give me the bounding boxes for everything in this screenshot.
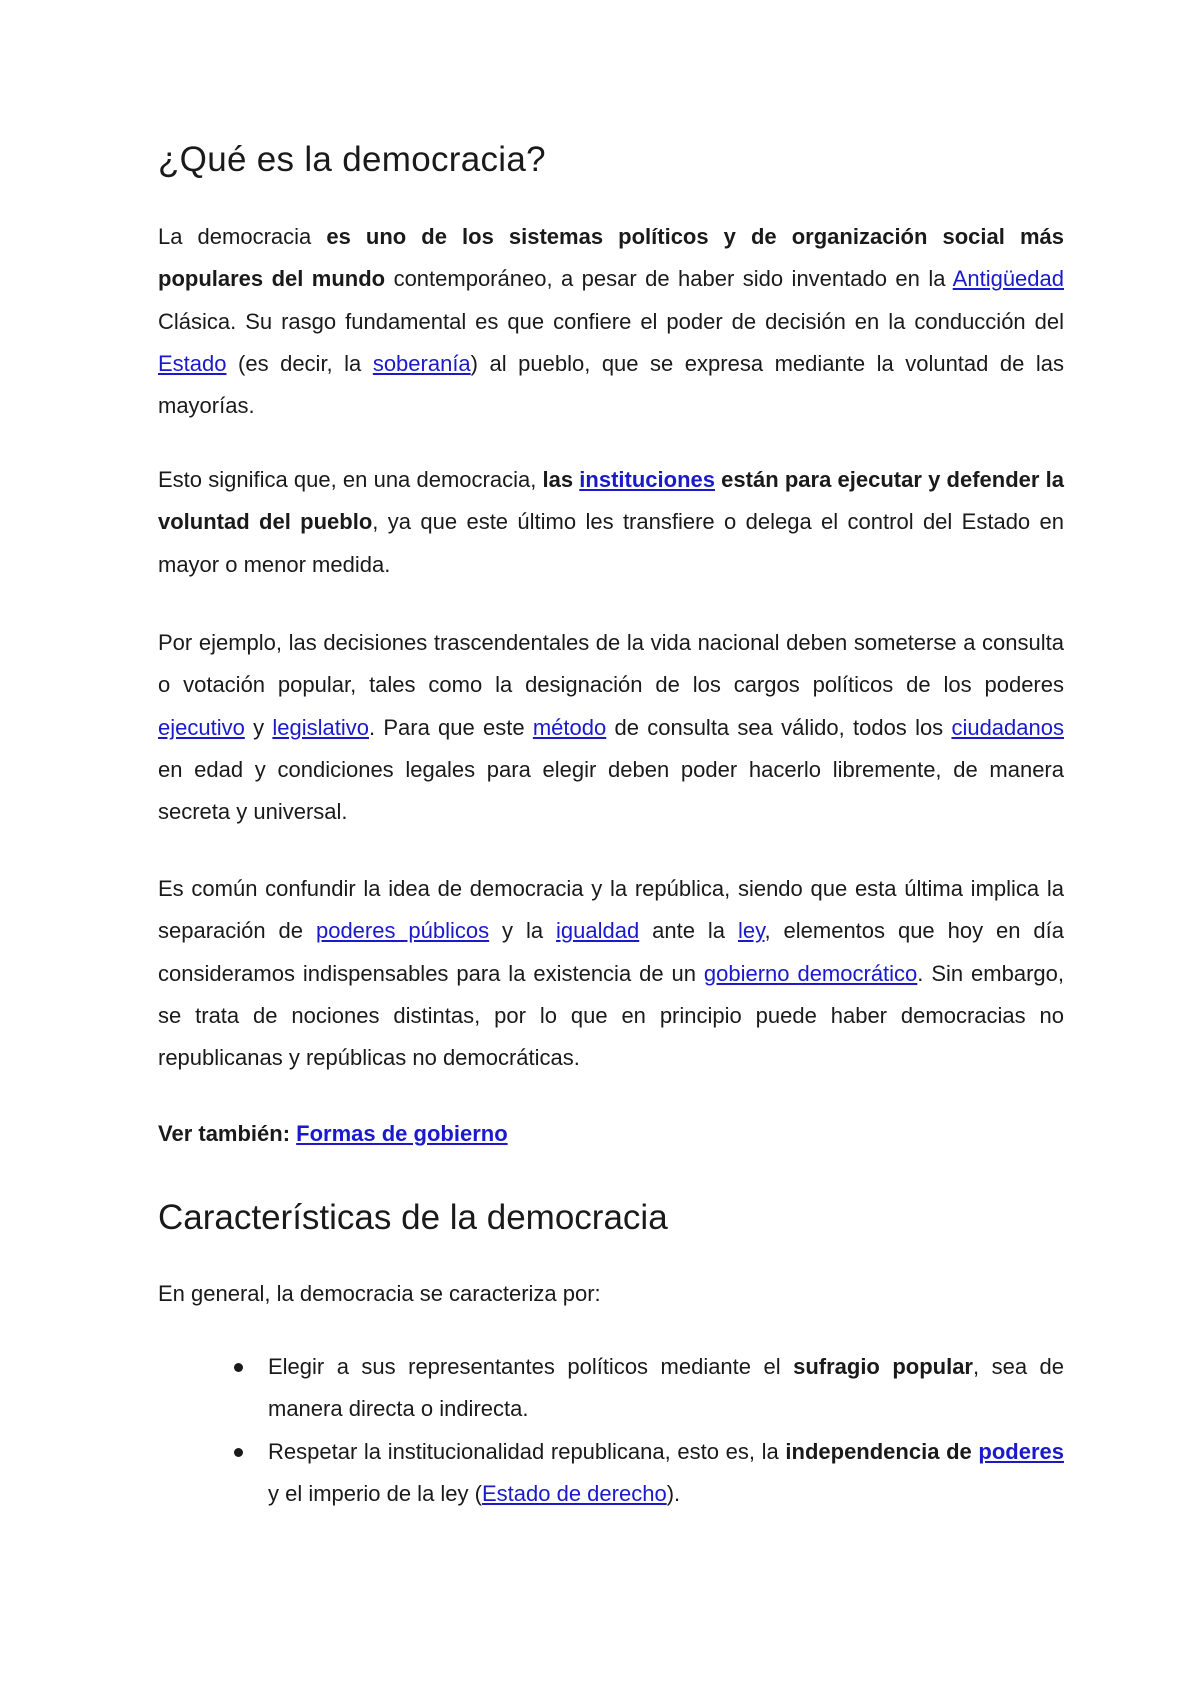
page-title: ¿Qué es la democracia?: [158, 140, 546, 179]
link-instituciones[interactable]: instituciones: [579, 467, 715, 492]
text: en edad y condiciones legales para elegir deben poder hacerlo libremente, de manera secreta y universal.: [158, 756, 1064, 825]
characteristics-list: [158, 1346, 1064, 1515]
text: y el imperio de la ley (: [268, 1480, 482, 1506]
link-estado[interactable]: Estado: [158, 350, 227, 376]
text: (es decir, la: [226, 350, 373, 376]
section-title: Características de la democracia: [158, 1198, 668, 1237]
text: y la: [489, 918, 557, 944]
bold-text: las: [542, 467, 580, 492]
link-metodo[interactable]: método: [532, 714, 607, 740]
paragraph-3: [158, 622, 1064, 833]
text: , elementos que hoy en día consideramos indispensables para la existencia de un: [158, 918, 1064, 986]
text: contemporáneo, a pesar de haber sido inventado en la: [385, 266, 953, 292]
text: La democracia: [158, 224, 327, 249]
bold-text: independencia de: [785, 1438, 979, 1464]
link-igualdad[interactable]: igualdad: [556, 918, 640, 944]
link-ejecutivo[interactable]: ejecutivo: [158, 714, 245, 740]
text: ).: [666, 1480, 681, 1506]
link-legislativo[interactable]: legislativo: [272, 714, 369, 740]
link-formas-de-gobierno[interactable]: Formas de gobierno: [296, 1121, 508, 1146]
link-antiguedad[interactable]: Antigüedad: [952, 266, 1064, 292]
text: de consulta sea válido, todos los: [606, 714, 952, 740]
text: . Para que este: [368, 714, 533, 740]
bold-text: es uno de los sistemas políticos y de organización social más populares del mundo: [158, 224, 1064, 292]
text: Respetar la institucionalidad republicana, esto es, la: [268, 1438, 786, 1464]
text: Es común confundir la idea de democracia y la república, siendo que esta última implica la separación de: [158, 876, 1064, 944]
paragraph-4: [158, 868, 1064, 1079]
text: y: [244, 714, 273, 740]
text: Clásica. Su rasgo fundamental es que confiere el poder de decisión en la conducción del: [158, 308, 1064, 334]
paragraph-1: [158, 216, 1064, 427]
text: Por ejemplo, las decisiones trascendentales de la vida nacional deben someterse a consulta o votación popular, tales como la designación de los cargos políticos de los poderes: [158, 630, 1064, 698]
text: Esto significa que, en una democracia,: [158, 467, 543, 492]
text: Elegir a sus representantes políticos mediante el: [268, 1354, 794, 1379]
link-ley[interactable]: ley: [737, 918, 765, 944]
text: ante la: [639, 918, 738, 944]
intro-text: En general, la democracia se caracteriza por:: [158, 1281, 601, 1306]
see-also: [158, 1113, 508, 1155]
bold-text: sufragio popular: [793, 1354, 973, 1379]
text: , ya que este último les transfiere o delega el control del Estado en mayor o menor medida.: [158, 509, 1065, 577]
list-item: [158, 1431, 1064, 1516]
link-soberania[interactable]: soberanía: [372, 350, 471, 376]
list-item: [158, 1346, 1064, 1431]
link-poderes[interactable]: poderes: [978, 1438, 1065, 1464]
text: , sea de manera directa o indirecta.: [268, 1354, 1064, 1422]
link-poderes-publicos[interactable]: poderes públicos: [315, 918, 490, 944]
link-estado-de-derecho[interactable]: Estado de derecho: [481, 1480, 667, 1506]
paragraph-2: [158, 459, 1064, 586]
see-also-label: Ver también:: [158, 1121, 297, 1146]
link-gobierno-democratico[interactable]: gobierno democrático: [703, 960, 918, 986]
text: ) al pueblo, que se expresa mediante la voluntad de las mayorías.: [158, 350, 1064, 419]
text: . Sin embargo, se trata de nociones distintas, por lo que en principio puede haber democracias no republicanas y repúblicas no democráticas.: [158, 960, 1064, 1071]
link-ciudadanos[interactable]: ciudadanos: [951, 714, 1064, 740]
bold-text: están para ejecutar y defender la voluntad del pueblo: [158, 467, 1064, 535]
